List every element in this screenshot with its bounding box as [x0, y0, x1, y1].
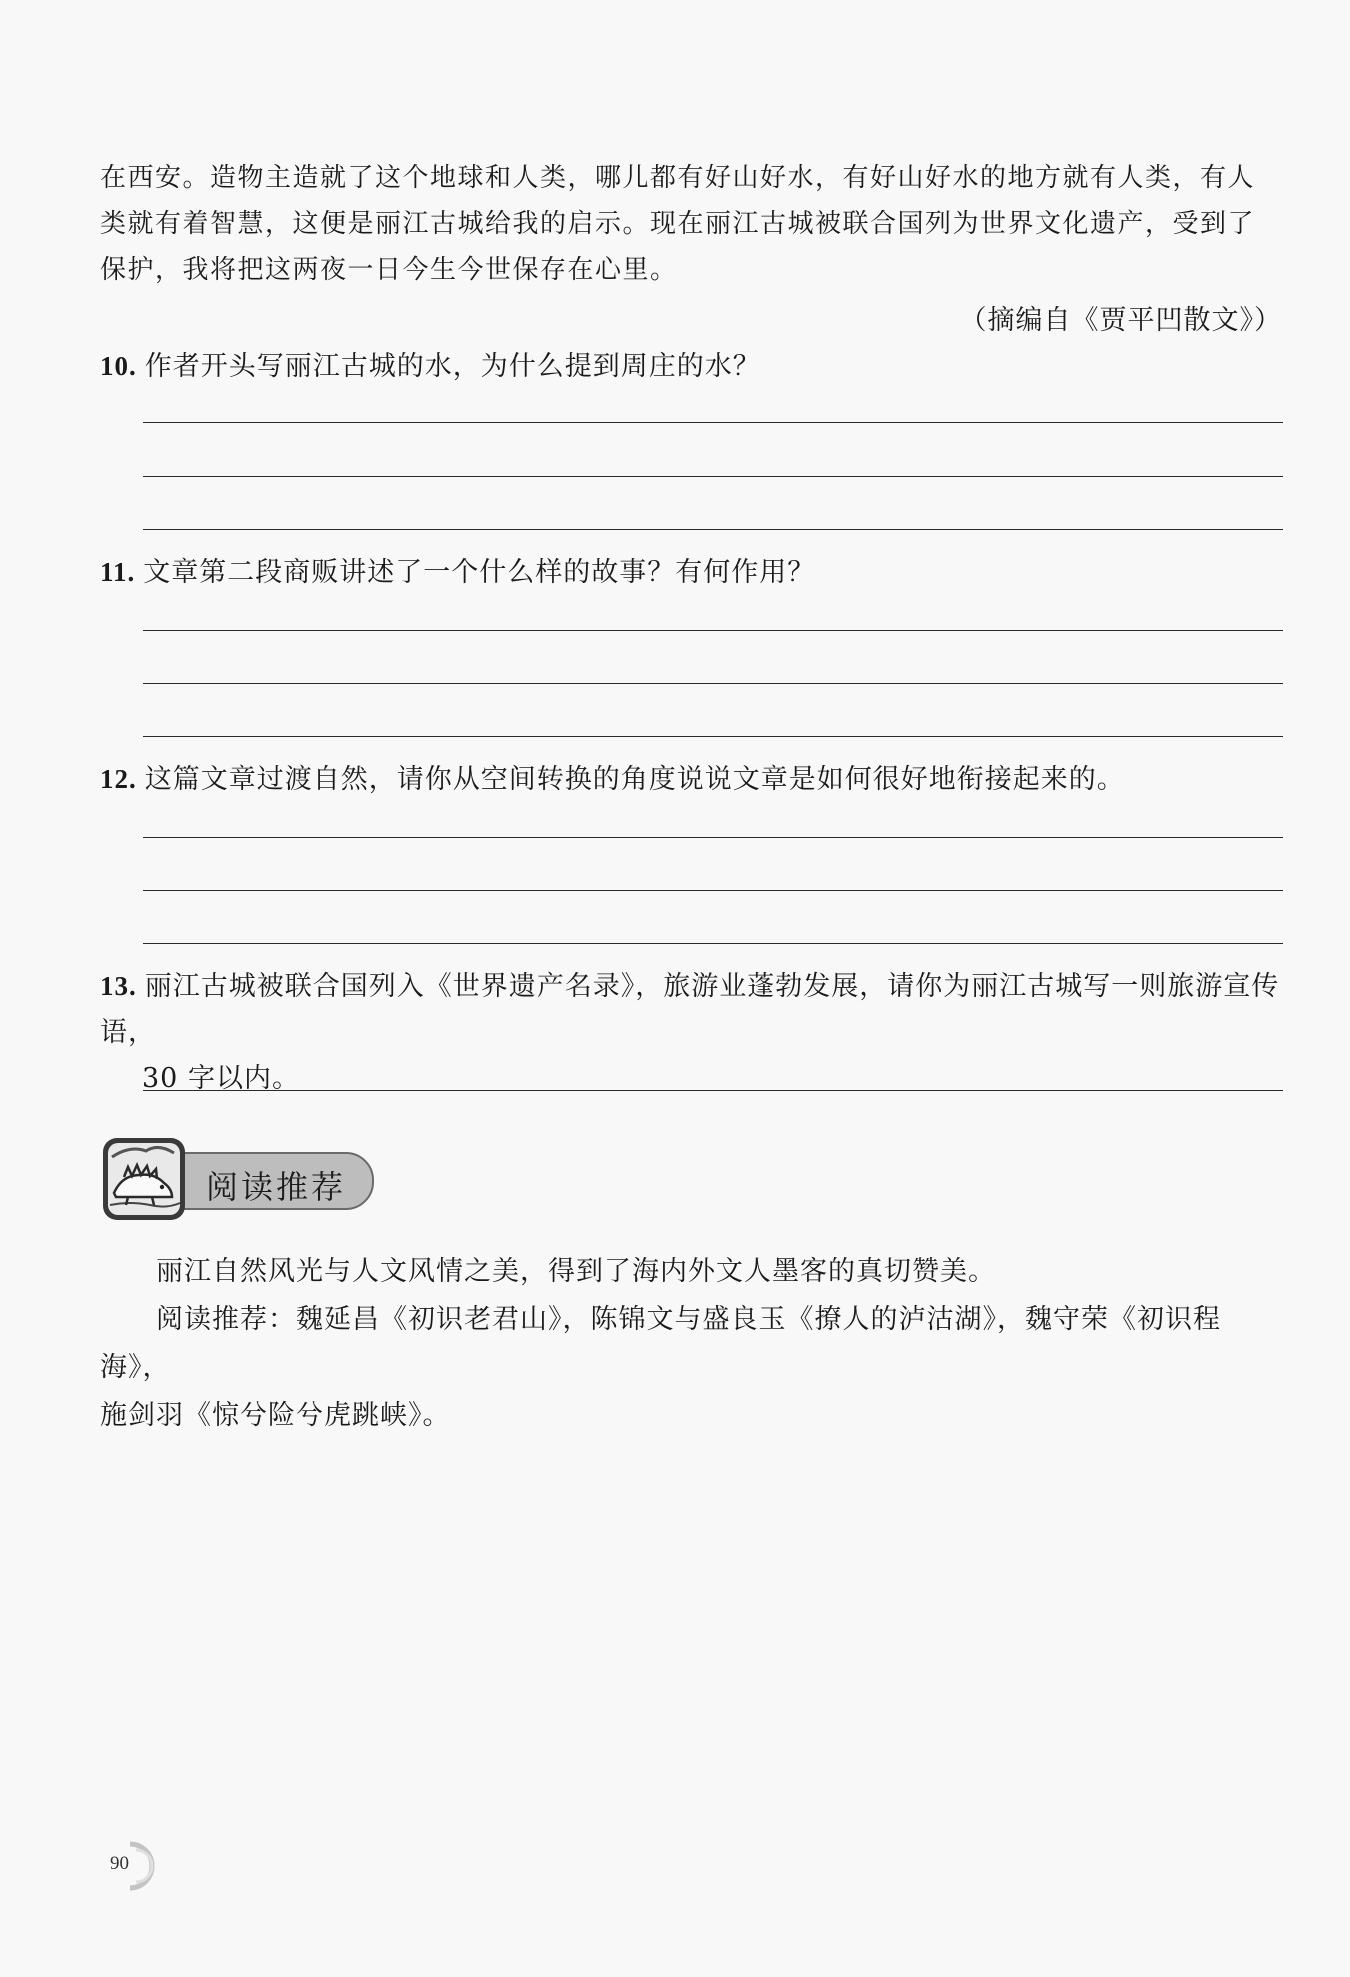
reading-recommendation: [100, 1248, 1290, 1440]
question-number: 13.: [100, 971, 137, 1001]
question-text: 作者开头写丽江古城的水，为什么提到周庄的水？: [144, 351, 761, 382]
answer-line[interactable]: [143, 890, 1283, 891]
question-number: 11.: [100, 557, 136, 587]
answer-line[interactable]: [143, 630, 1283, 631]
answer-line[interactable]: [143, 683, 1283, 684]
recommendation-list-continuation: 施剑羽《惊兮险兮虎跳峡》。: [100, 1400, 451, 1431]
question-12: [100, 756, 1290, 803]
section-title-pill: [170, 1152, 374, 1210]
question-13: [100, 963, 1290, 1102]
question-10: [100, 343, 1290, 390]
answer-line[interactable]: [143, 529, 1283, 530]
passage-source: （摘编自《贾平凹散文》）: [959, 305, 1282, 336]
question-number: 10.: [100, 351, 137, 381]
recommendation-intro: 丽江自然风光与人文风情之美，得到了海内外文人墨客的真切赞美。: [156, 1256, 996, 1287]
question-text: 这篇文章过渡自然，请你从空间转换的角度说说文章是如何很好地衔接起来的。: [144, 764, 1125, 795]
page-number: 90: [110, 1853, 129, 1874]
answer-line[interactable]: [143, 943, 1283, 944]
section-title: 阅读推荐: [206, 1168, 347, 1206]
recommendation-list: 阅读推荐：魏延昌《初识老君山》，陈锦文与盛良玉《撩人的泸沽湖》，魏守荣《初识程海》，: [100, 1304, 1221, 1383]
section-banner: [100, 1135, 380, 1225]
passage-line: 在西安。造物主造就了这个地球和人类，哪儿都有好山好水，有好山好水的地方就有人类，有人: [100, 163, 1256, 193]
answer-line[interactable]: [143, 837, 1283, 838]
question-text-continuation: 30 字以内。: [142, 1063, 300, 1094]
page-number-badge: [106, 1840, 158, 1892]
question-11: [100, 549, 1290, 596]
answer-line[interactable]: [143, 476, 1283, 477]
question-text: 文章第二段商贩讲述了一个什么样的故事？有何作用？: [143, 557, 816, 588]
dinosaur-icon: [100, 1135, 188, 1223]
passage-line: 类就有着智慧，这便是丽江古城给我的启示。现在丽江古城被联合国列为世界文化遗产，受到了: [100, 209, 1256, 239]
answer-line[interactable]: [143, 1090, 1283, 1091]
question-text: 丽江古城被联合国列入《世界遗产名录》，旅游业蓬勃发展，请你为丽江古城写一则旅游宣传语，: [100, 971, 1280, 1048]
question-number: 12.: [100, 764, 137, 794]
passage-line: 保护，我将把这两夜一日今生今世保存在心里。: [100, 255, 678, 285]
passage-text: [100, 155, 1285, 293]
answer-line[interactable]: [143, 422, 1283, 423]
answer-line[interactable]: [143, 736, 1283, 737]
